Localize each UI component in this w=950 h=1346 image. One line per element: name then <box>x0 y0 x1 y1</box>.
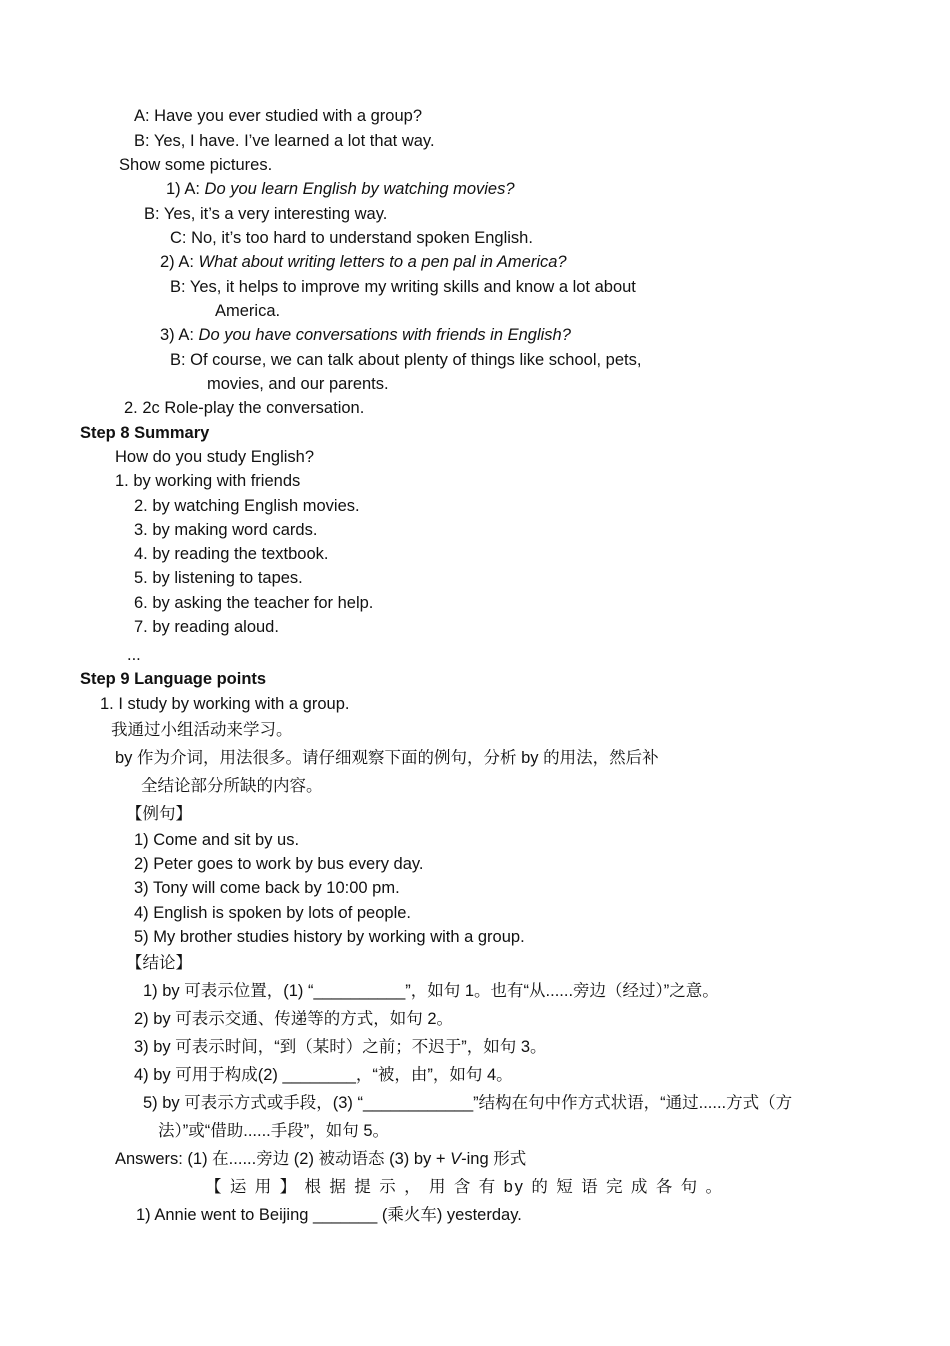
practice-question: 1) Annie went to Beijing _______ (乘火车) yesterday. <box>136 1206 522 1224</box>
example-sentence: 3) Tony will come back by 10:00 pm. <box>134 879 400 897</box>
point-sentence: 1. I study by working with a group. <box>100 695 350 713</box>
roleplay-line: 2. 2c Role-play the conversation. <box>124 399 365 417</box>
picture-2-answer-cont: America. <box>215 302 281 320</box>
point-translation: 我通过小组活动来学习。 <box>111 721 293 739</box>
instruction-line: Show some pictures. <box>119 156 273 174</box>
summary-item: 6. by asking the teacher for help. <box>134 594 374 612</box>
summary-item: 1. by working with friends <box>115 472 301 490</box>
dialogue-line-b: B: Yes, I have. I’ve learned a lot that way. <box>134 132 435 150</box>
example-sentence: 1) Come and sit by us. <box>134 831 300 849</box>
example-sentence: 5) My brother studies history by working with a group. <box>134 928 525 946</box>
conclusion-item: 5) by 可表示方式或手段，(3) “____________”结构在句中作方式状语，“通过......方式（方 <box>143 1094 793 1112</box>
point-instruction-cont: 全结论部分所缺的内容。 <box>141 777 323 795</box>
conclusion-label: 【结论】 <box>126 954 192 972</box>
picture-3-answer: B: Of course, we can talk about plenty of things like school, pets, <box>170 351 642 369</box>
example-sentence: 2) Peter goes to work by bus every day. <box>134 855 424 873</box>
summary-ellipsis: ... <box>127 646 141 664</box>
question-text: What about writing letters to a pen pal in America? <box>198 253 567 271</box>
picture-3-answer-cont: movies, and our parents. <box>207 375 389 393</box>
picture-1-answer-c: C: No, it’s too hard to understand spoken English. <box>170 229 533 247</box>
examples-label: 【例句】 <box>126 805 192 823</box>
dialogue-line-a: A: Have you ever studied with a group? <box>134 107 423 125</box>
question-text: Do you learn English by watching movies? <box>204 180 515 198</box>
summary-item: 4. by reading the textbook. <box>134 545 329 563</box>
picture-2-answer: B: Yes, it helps to improve my writing skills and know a lot about <box>170 278 636 296</box>
picture-3-question <box>160 324 571 346</box>
conclusion-item: 2) by 可表示交通、传递等的方式，如句 2。 <box>134 1010 454 1028</box>
conclusion-item: 4) by 可用于构成(2) ________，“被，由”，如句 4。 <box>134 1066 513 1084</box>
summary-item: 7. by reading aloud. <box>134 618 279 636</box>
summary-item: 2. by watching English movies. <box>134 497 360 515</box>
question-number: 1) A: <box>166 180 205 198</box>
question-text: Do you have conversations with friends in English? <box>198 326 571 344</box>
picture-1-answer-b: B: Yes, it’s a very interesting way. <box>144 205 388 223</box>
picture-1-question <box>166 178 515 200</box>
practice-instruction: 【 运 用 】 根 据 提 示 ， 用 含 有 by 的 短 语 完 成 各 句 。 <box>205 1178 724 1196</box>
conclusion-item-cont: 法）”或“借助......手段”，如句 5。 <box>158 1122 389 1140</box>
question-number: 2) A: <box>160 253 199 271</box>
conclusion-item: 3) by 可表示时间，“到（某时）之前；不迟于”，如句 3。 <box>134 1038 547 1056</box>
step-9-heading: Step 9 Language points <box>80 670 267 688</box>
answers-text: Answers: (1) 在......旁边 (2) 被动语态 (3) by + <box>115 1150 451 1168</box>
example-sentence: 4) English is spoken by lots of people. <box>134 904 411 922</box>
picture-2-question <box>160 251 567 273</box>
summary-item: 3. by making word cards. <box>134 521 318 539</box>
conclusion-item: 1) by 可表示位置，(1) “__________”，如句 1。也有“从......旁边（经过）”之意。 <box>143 982 719 1000</box>
summary-question: How do you study English? <box>115 448 315 466</box>
answers-italic: V <box>450 1150 462 1168</box>
step-8-heading: Step 8 Summary <box>80 424 210 442</box>
answers-suffix: -ing 形式 <box>461 1150 527 1168</box>
question-number: 3) A: <box>160 326 199 344</box>
point-instruction: by 作为介词，用法很多。请仔细观察下面的例句，分析 by 的用法，然后补 <box>115 749 659 767</box>
answers-line <box>115 1148 526 1170</box>
summary-item: 5. by listening to tapes. <box>134 569 303 587</box>
